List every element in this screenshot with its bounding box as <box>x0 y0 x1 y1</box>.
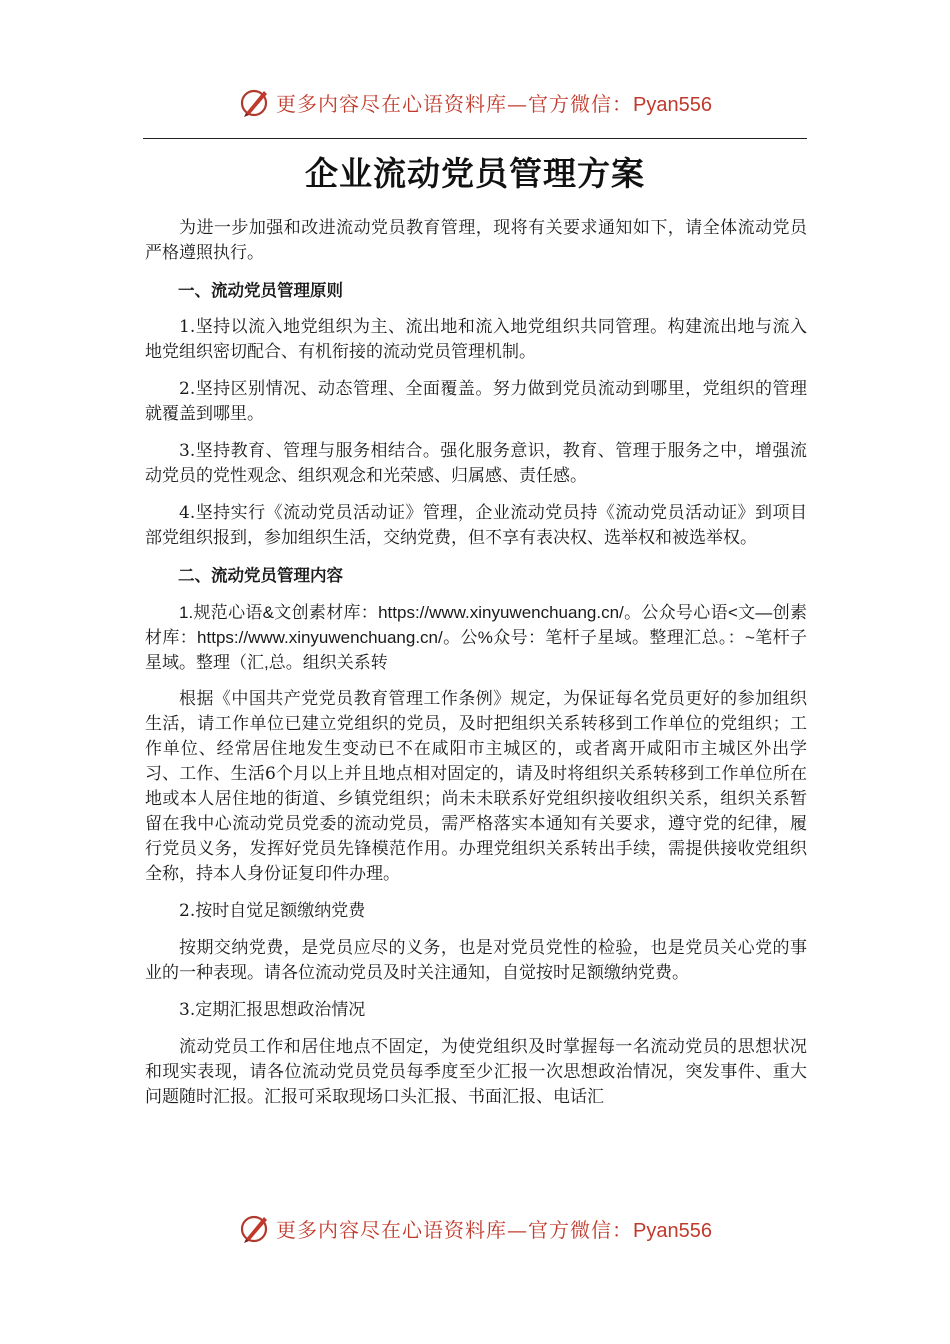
content-item-1: 1.规范心语&文创素材库：https://www.xinyuwenchuang.cn/。公众号心语<文—创素材库：https://www.xinyuwenchuang.cn/。公%众号：笔杆子星域。整理汇总。：~笔杆子星域。整理（汇,总。组织关系转 <box>145 603 807 672</box>
principle-1: 1.坚持以流入地党组织为主、流出地和流入地党组织共同管理。构建流出地与流入地党组织密切配合、有机衔接的流动党员管理机制。 <box>145 317 807 362</box>
content-item-3-body: 流动党员工作和居住地点不固定，为使党组织及时掌握每一名流动党员的思想状况和现实表现，请各位流动党员党员每季度至少汇报一次思想政治情况，突发事件、重大问题随时汇报。汇报可采取现场口头汇报、书面汇报、电话汇 <box>145 1037 807 1107</box>
intro-paragraph: 为进一步加强和改进流动党员教育管理，现将有关要求通知如下，请全体流动党员严格遵照执行。 <box>145 218 807 263</box>
document-body <box>145 216 807 1110</box>
content-item-3: 3.定期汇报思想政治情况 <box>179 1000 366 1020</box>
pen-logo-icon <box>238 85 272 119</box>
section-heading-content: 二、流动党员管理内容 <box>178 566 343 585</box>
principle-4: 4.坚持实行《流动党员活动证》管理，企业流动党员持《流动党员活动证》到项目部党组织报到，参加组织生活，交纳党费，但不享有表决权、选举权和被选举权。 <box>145 503 807 548</box>
banner-wechat-id: Pyan556 <box>633 93 712 116</box>
content-item-2-body: 按期交纳党费，是党员应尽的义务，也是对党员党性的检验，也是党员关心党的事业的一种表现。请各位流动党员及时关注通知，自觉按时足额缴纳党费。 <box>145 938 807 983</box>
header-banner <box>0 82 950 122</box>
content-item-1-body: 根据《中国共产党党员教育管理工作条例》规定，为保证每名党员更好的参加组织生活，请工作单位已建立党组织的党员，及时把组织关系转移到工作单位的党组织；工作单位、经常居住地发生变动已不在咸阳市主城区的，或者离开咸阳市主城区外出学习、工作、生活6个月以上并且地点相对固定的，请及时将组织关系转移到工作单位所在地或本人居住地的街道、乡镇党组织；尚未未联系好党组织接收组织关系，组织关系暂留在我中心流动党员党委的流动党员，需严格落实本通知有关要求，遵守党的纪律，履行党员义务，发挥好党员先锋模范作用。办理党组织关系转出手续，需提供接收党组织全称，持本人身份证复印件办理。 <box>145 689 807 884</box>
banner-slogan: 更多内容尽在心语资料库—官方微信： <box>276 91 634 116</box>
content-item-2: 2.按时自觉足额缴纳党费 <box>179 901 366 921</box>
banner-wechat-id: Pyan556 <box>633 1219 712 1242</box>
footer-banner <box>0 1208 950 1248</box>
document-title: 企业流动党员管理方案 <box>305 154 645 193</box>
banner-slogan: 更多内容尽在心语资料库—官方微信： <box>276 1217 634 1242</box>
section-heading-principles: 一、流动党员管理原则 <box>178 281 343 300</box>
header-rule <box>143 138 807 139</box>
principle-2: 2.坚持区别情况、动态管理、全面覆盖。努力做到党员流动到哪里，党组织的管理就覆盖到哪里。 <box>145 379 807 424</box>
banner-text <box>276 1214 712 1243</box>
pen-logo-icon <box>238 1211 272 1245</box>
banner-text <box>276 88 712 117</box>
principle-3: 3.坚持教育、管理与服务相结合。强化服务意识，教育、管理于服务之中，增强流动党员的党性观念、组织观念和光荣感、归属感、责任感。 <box>145 441 807 486</box>
